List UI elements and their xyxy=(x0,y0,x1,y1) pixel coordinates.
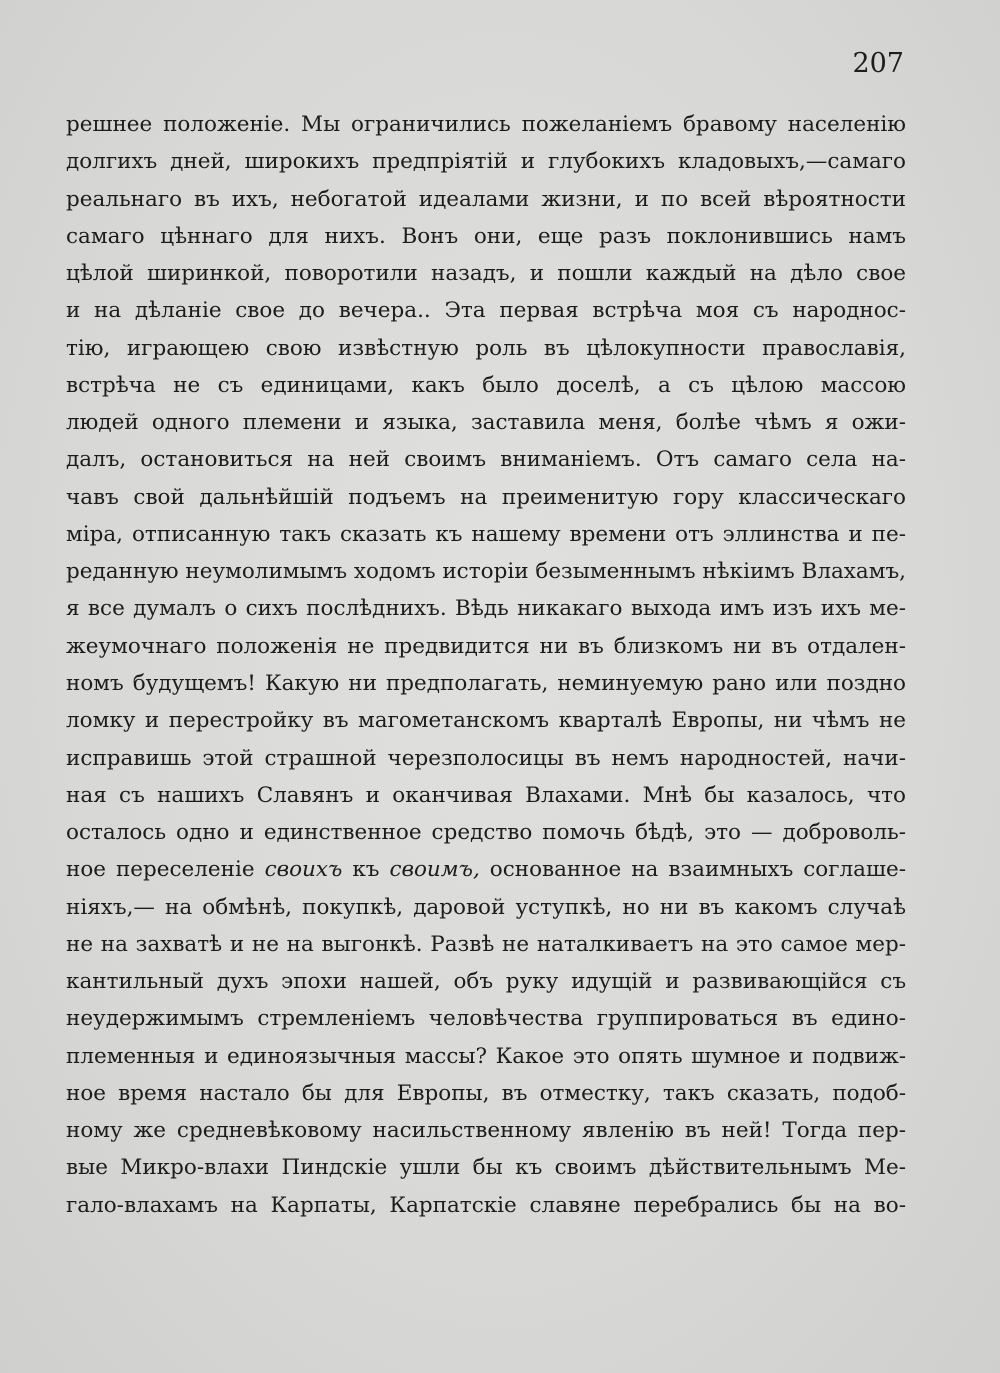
text-line: далъ, остановиться на ней своимъ вниманiемъ. Отъ самаго села на- xyxy=(66,447,906,473)
text-line: чавъ свой дальнѣйшiй подъемъ на преименитую гору классическаго xyxy=(66,484,906,510)
text-line: долгихъ дней, широкихъ предпрiятiй и глубокихъ кладовыхъ,—самаго xyxy=(66,149,906,175)
text-segment: основанное на взаимныхъ соглаше- xyxy=(479,857,906,883)
text-line: тiю, играющею свою извѣстную роль въ цѣлокупности православiя, xyxy=(66,335,906,361)
text-line: встрѣча не съ единицами, какъ было доселѣ, а съ цѣлою массою xyxy=(66,372,906,398)
text-line-with-italics xyxy=(66,851,906,888)
text-line: решнее положенiе. Мы ограничились пожеланiемъ бравому населенiю xyxy=(66,112,906,137)
text-line: мiра, отписанную такъ сказать къ нашему времени отъ эллинства и пе- xyxy=(66,521,906,547)
text-line: реальнаго въ ихъ, небогатой идеалами жизни, и по всей вѣроятности xyxy=(66,186,906,212)
text-line: цѣлой ширинкой, поворотили назадъ, и пошли каждый на дѣло свое xyxy=(66,261,906,287)
text-line: ная съ нашихъ Славянъ и оканчивая Влахами. Мнѣ бы казалось, что xyxy=(66,782,906,808)
text-segment: къ xyxy=(342,857,390,883)
text-line: гало-влахамъ на Карпаты, Карпатскiе славяне перебрались бы на во- xyxy=(66,1192,906,1218)
text-line: вые Микро-влахи Пиндскiе ушли бы къ своимъ дѣйствительнымъ Ме- xyxy=(66,1155,906,1181)
text-line: кантильный духъ эпохи нашей, объ руку идущiй и развивающiйся съ xyxy=(66,969,906,995)
text-line: исправишь этой страшной черезполосицы въ немъ народностей, начи- xyxy=(66,745,906,771)
text-line: самаго цѣннаго для нихъ. Вонъ они, еще разъ поклонившись намъ xyxy=(66,223,906,249)
italic-word: своихъ xyxy=(264,857,343,883)
text-line: нiяхъ,— на обмѣнѣ, покупкѣ, даровой уступкѣ, но ни въ какомъ случаѣ xyxy=(66,894,906,920)
text-segment: ное переселенiе xyxy=(66,857,265,883)
text-line: не на захватѣ и не на выгонкѣ. Развѣ не наталкиваетъ на это самое мер- xyxy=(66,931,906,957)
text-line: жеумочнаго положенiя не предвидится ни въ близкомъ ни въ отдален- xyxy=(66,633,906,659)
text-line: номъ будущемъ! Какую ни предполагать, неминуемую рано или поздно xyxy=(66,670,906,696)
text-line: я все думалъ о сихъ послѣднихъ. Вѣдь никакаго выхода имъ изъ ихъ ме- xyxy=(66,596,906,622)
text-line: осталось одно и единственное средство помочь бѣдѣ, это — доброволь- xyxy=(66,820,906,846)
text-line: реданную неумолимымъ ходомъ исторiи безыменнымъ нѣкiимъ Влахамъ, xyxy=(66,559,906,585)
text-line: людей одного племени и языка, заставила меня, болѣе чѣмъ я ожи- xyxy=(66,410,906,436)
text-line: и на дѣланiе свое до вечера.. Эта первая встрѣча моя съ народнос- xyxy=(66,298,906,324)
page-number: 207 xyxy=(852,48,904,79)
italic-word: своимъ, xyxy=(389,857,480,883)
text-line: неудержимымъ стремленiемъ человѣчества группироваться въ едино- xyxy=(66,1006,906,1032)
text-line: племенныя и единоязычныя массы? Какое это опять шумное и подвиж- xyxy=(66,1043,906,1069)
text-line: ное время настало бы для Европы, въ отместку, такъ сказать, подоб- xyxy=(66,1080,906,1106)
body-text xyxy=(66,106,906,1224)
text-line: ломку и перестройку въ магометанскомъ кварталѣ Европы, ни чѣмъ не xyxy=(66,708,906,734)
text-line: ному же средневѣковому насильственному явленiю въ ней! Тогда пер- xyxy=(66,1118,906,1144)
